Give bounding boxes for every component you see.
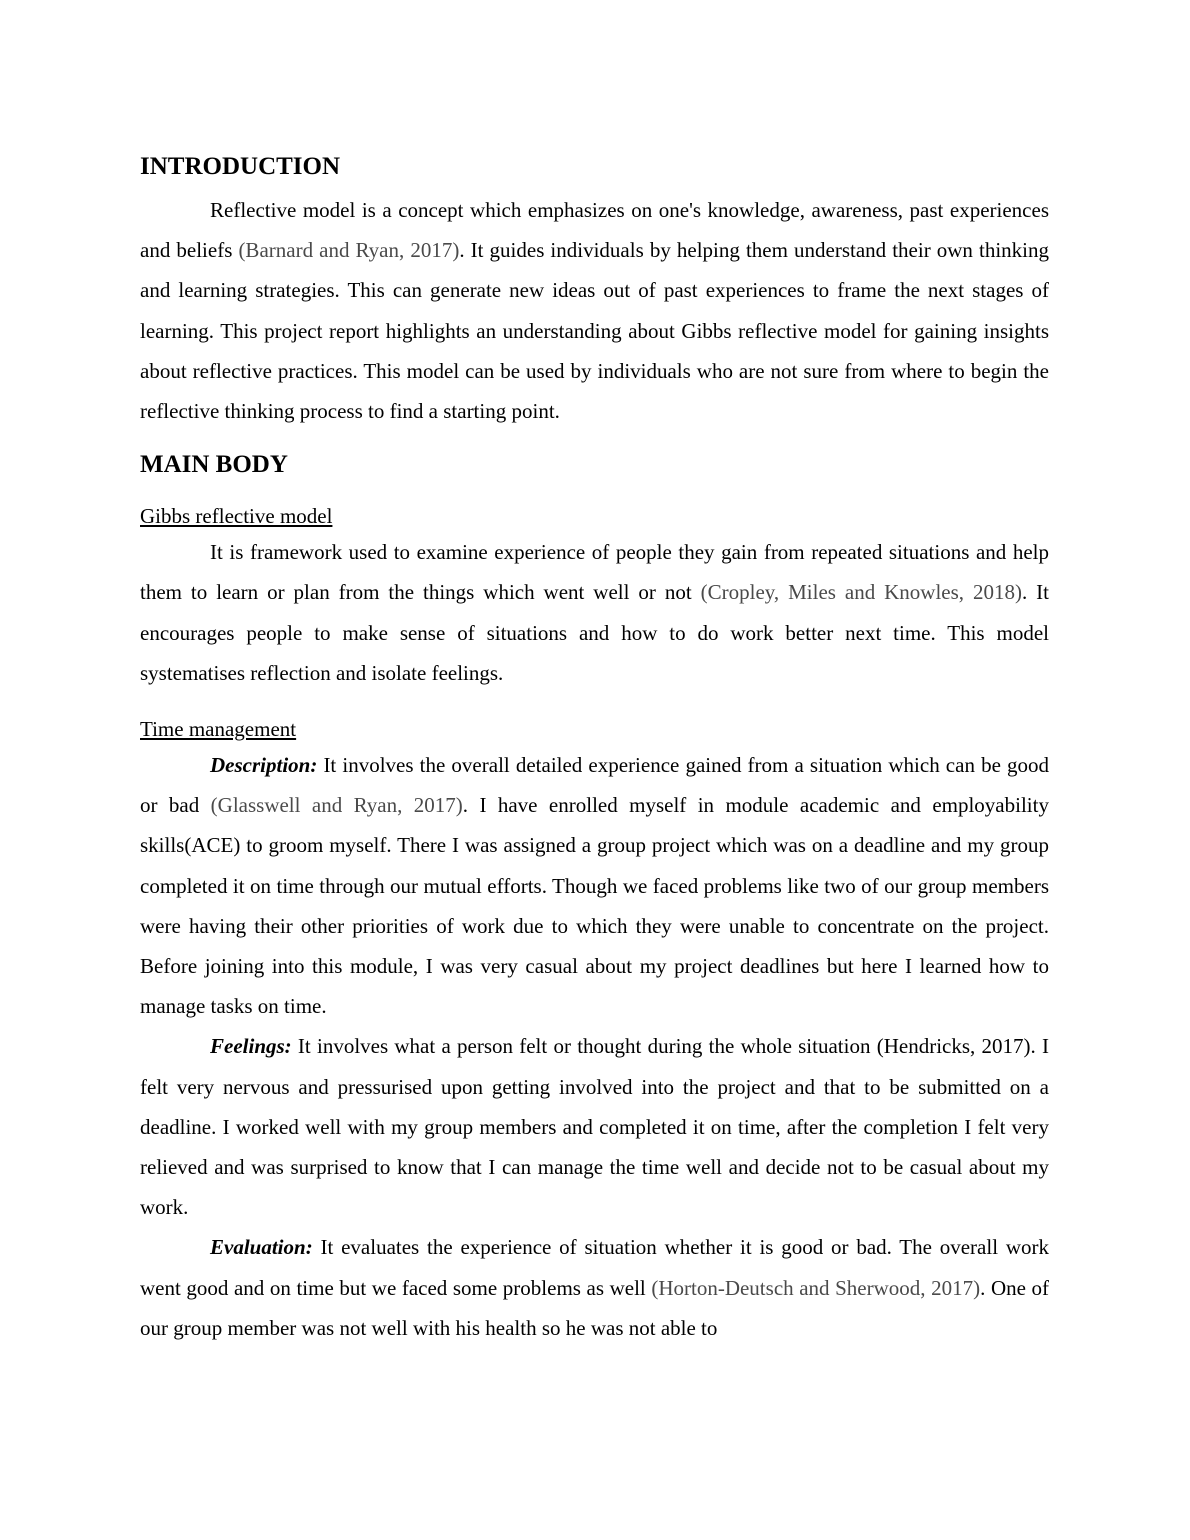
introduction-text-start: Reflective model is a concept which emphasizes on one's knowledge, awareness, past experiences and beliefs: [140, 198, 1049, 263]
gibbs-paragraph: [140, 532, 1049, 693]
feelings-text-start: It involves what a person felt or thought during the whole situation: [291, 1034, 877, 1059]
introduction-text-end: . It guides individuals by helping them understand their own thinking and learning strategies. This can generate new ideas out of past experiences to frame the next stages of learning. This project report highlights an understanding about Gibbs reflective model for gaining insights about reflective practices. This model can be used by individuals who are not sure from where to begin the reflective thinking process to find a starting point.: [140, 238, 1050, 424]
citation-glasswell-ryan: (Glasswell and Ryan, 2017): [210, 793, 463, 818]
introduction-heading: INTRODUCTION: [140, 153, 341, 180]
introduction-paragraph: [140, 190, 1049, 431]
feelings-text-end: . I felt very nervous and pressurised upon getting involved into the project and that to be submitted on a deadline. I worked well with my group members and completed it on time, after the completion I felt very relieved and was surprised to know that I can manage the time well and decide not to be casual about my work.: [140, 1034, 1050, 1220]
time-management-subheading: Time management: [140, 717, 297, 742]
description-text-start: It involves the overall detailed experience gained from a situation which can be good or bad: [140, 753, 1049, 818]
feelings-label: Feelings:: [210, 1034, 292, 1059]
citation-horton-deutsch: (Horton-Deutsch and Sherwood, 2017): [651, 1275, 981, 1300]
citation-hendricks: (Hendricks, 2017): [876, 1034, 1031, 1059]
gibbs-text-start: It is framework used to examine experience of people they gain from repeated situations and help them to learn or plan from the things which went well or not: [140, 540, 1049, 605]
evaluation-paragraph: [140, 1227, 1049, 1348]
description-text-end: . I have enrolled myself in module academic and employability skills(ACE) to groom myself. There I was assigned a group project which was on a deadline and my group completed it on time through our mutual efforts. Though we faced problems like two of our group members were having their other priorities of work due to which they were unable to concentrate on the project. Before joining into this module, I was very casual about my project deadlines but here I learned how to manage tasks on time.: [140, 793, 1049, 1019]
description-label: Description:: [210, 753, 318, 778]
description-paragraph: [140, 745, 1049, 1026]
evaluation-label: Evaluation:: [210, 1235, 313, 1260]
evaluation-text-start: It evaluates the experience of situation whether it is good or bad. The overall work went good and on time but we faced some problems as well: [140, 1235, 1049, 1300]
main-body-heading: MAIN BODY: [140, 451, 288, 479]
document-page: [140, 148, 1049, 1348]
citation-cropley: (Cropley, Miles and Knowles, 2018): [700, 580, 1022, 605]
gibbs-subheading: Gibbs reflective model: [140, 504, 333, 529]
gibbs-text-end: . It encourages people to make sense of situations and how to do work better next time. This model systematises reflection and isolate feelings.: [140, 580, 1050, 685]
evaluation-text-end: . One of our group member was not well with his health so he was not able to: [140, 1275, 1049, 1340]
citation-barnard-ryan: (Barnard and Ryan, 2017): [238, 238, 460, 263]
feelings-paragraph: [140, 1026, 1049, 1227]
